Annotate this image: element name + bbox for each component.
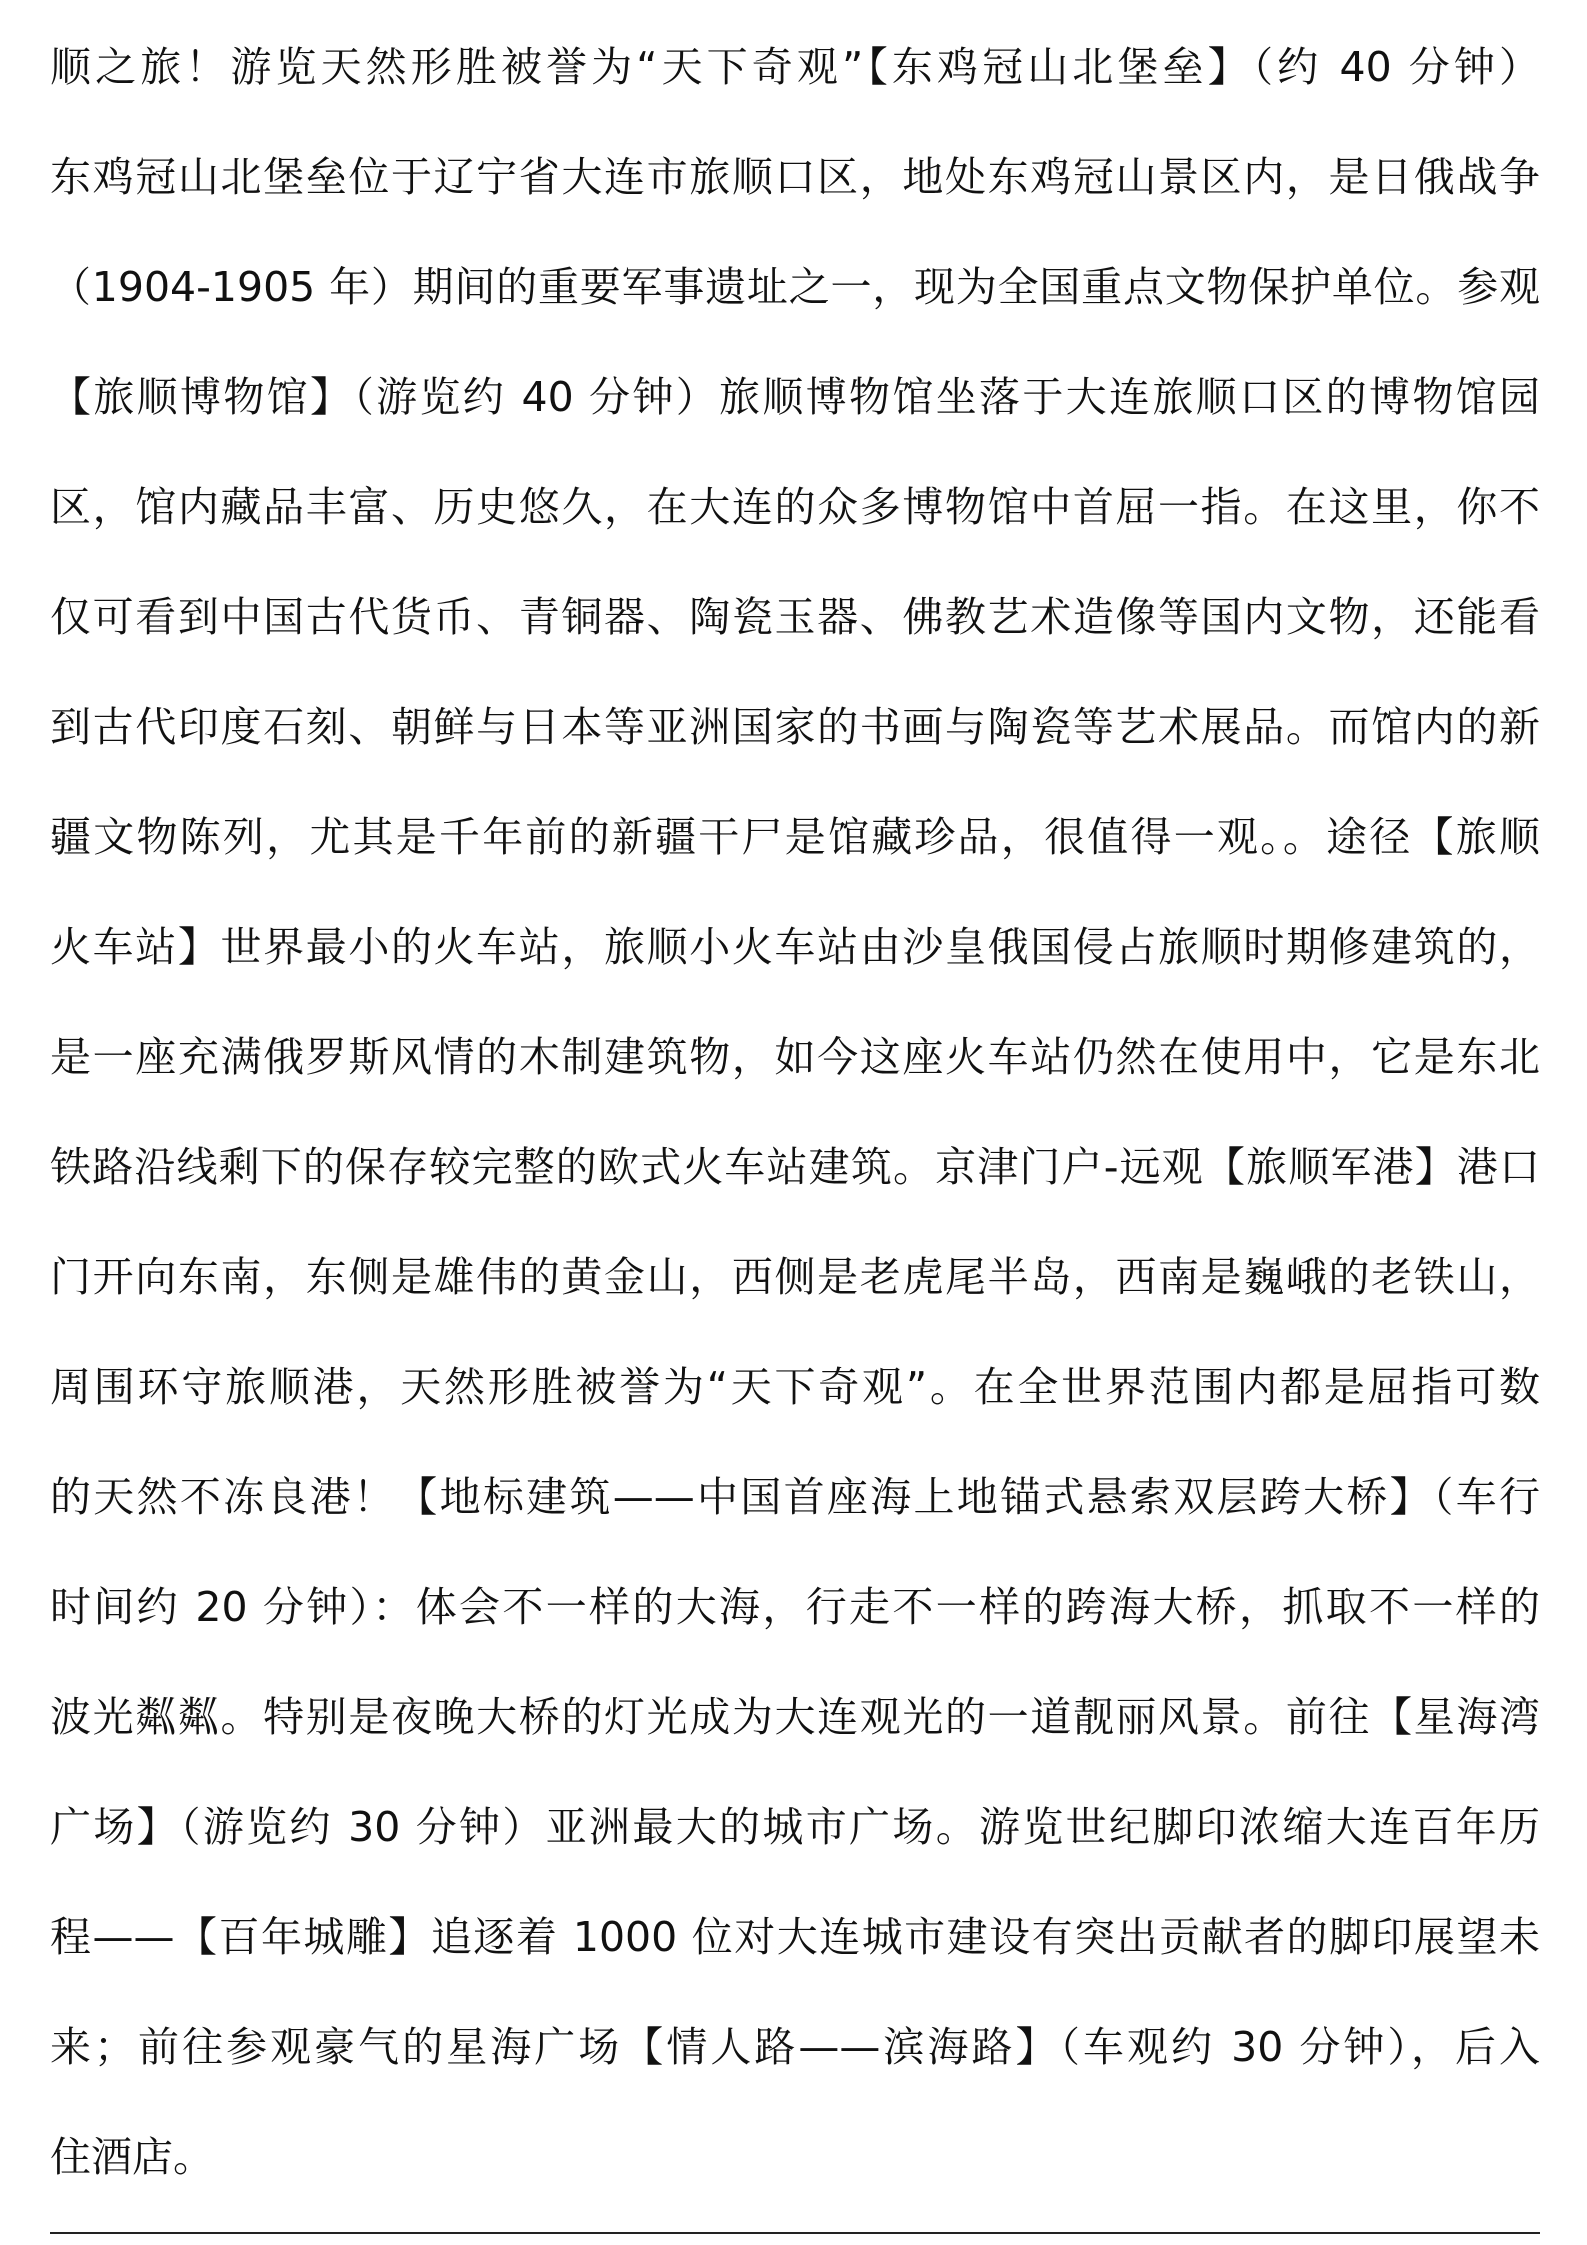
text-line: 顺之旅！游览天然形胜被誉为“天下奇观”【东鸡冠山北堡垒】（约 40 分钟）	[50, 43, 1540, 91]
text-line: 时间约 20 分钟）：体会不一样的大海，行走不一样的跨海大桥，抓取不一样的	[50, 1583, 1540, 1631]
text-line: 火车站】世界最小的火车站，旅顺小火车站由沙皇俄国侵占旅顺时期修建筑的，	[50, 923, 1540, 971]
text-line: 疆文物陈列，尤其是千年前的新疆干尸是馆藏珍品，很值得一观。。途径【旅顺	[50, 813, 1540, 861]
text-line: 到古代印度石刻、朝鲜与日本等亚洲国家的书画与陶瓷等艺术展品。而馆内的新	[50, 703, 1540, 751]
text-line: 是一座充满俄罗斯风情的木制建筑物，如今这座火车站仍然在使用中，它是东北	[50, 1033, 1540, 1081]
text-line: 的天然不冻良港！【地标建筑——中国首座海上地锚式悬索双层跨大桥】（车行	[50, 1473, 1540, 1521]
text-line: 铁路沿线剩下的保存较完整的欧式火车站建筑。京津门户-远观【旅顺军港】港口	[50, 1143, 1540, 1191]
text-line: 周围环守旅顺港，天然形胜被誉为“天下奇观”。在全世界范围内都是屈指可数	[50, 1363, 1540, 1411]
text-line: 区，馆内藏品丰富、历史悠久，在大连的众多博物馆中首屈一指。在这里，你不	[50, 483, 1540, 531]
text-line: 【旅顺博物馆】（游览约 40 分钟）旅顺博物馆坐落于大连旅顺口区的博物馆园	[50, 373, 1540, 421]
text-line: 仅可看到中国古代货币、青铜器、陶瓷玉器、佛教艺术造像等国内文物，还能看	[50, 593, 1540, 641]
text-line: 广场】（游览约 30 分钟）亚洲最大的城市广场。游览世纪脚印浓缩大连百年历	[50, 1803, 1540, 1851]
text-line: 波光粼粼。特别是夜晚大桥的灯光成为大连观光的一道靓丽风景。前往【星海湾	[50, 1693, 1540, 1741]
footer-divider	[50, 2232, 1540, 2234]
text-line: 门开向东南，东侧是雄伟的黄金山，西侧是老虎尾半岛，西南是巍峨的老铁山，	[50, 1253, 1540, 1301]
text-line: 住酒店。	[50, 2133, 214, 2181]
text-line: （1904-1905 年）期间的重要军事遗址之一，现为全国重点文物保护单位。参观	[50, 263, 1540, 311]
text-line: 程——【百年城雕】追逐着 1000 位对大连城市建设有突出贡献者的脚印展望未	[50, 1913, 1540, 1961]
itinerary-text	[50, 30, 1540, 2230]
text-line: 东鸡冠山北堡垒位于辽宁省大连市旅顺口区，地处东鸡冠山景区内，是日俄战争	[50, 153, 1540, 201]
text-line: 来；前往参观豪气的星海广场【情人路——滨海路】（车观约 30 分钟），后入	[50, 2023, 1540, 2071]
